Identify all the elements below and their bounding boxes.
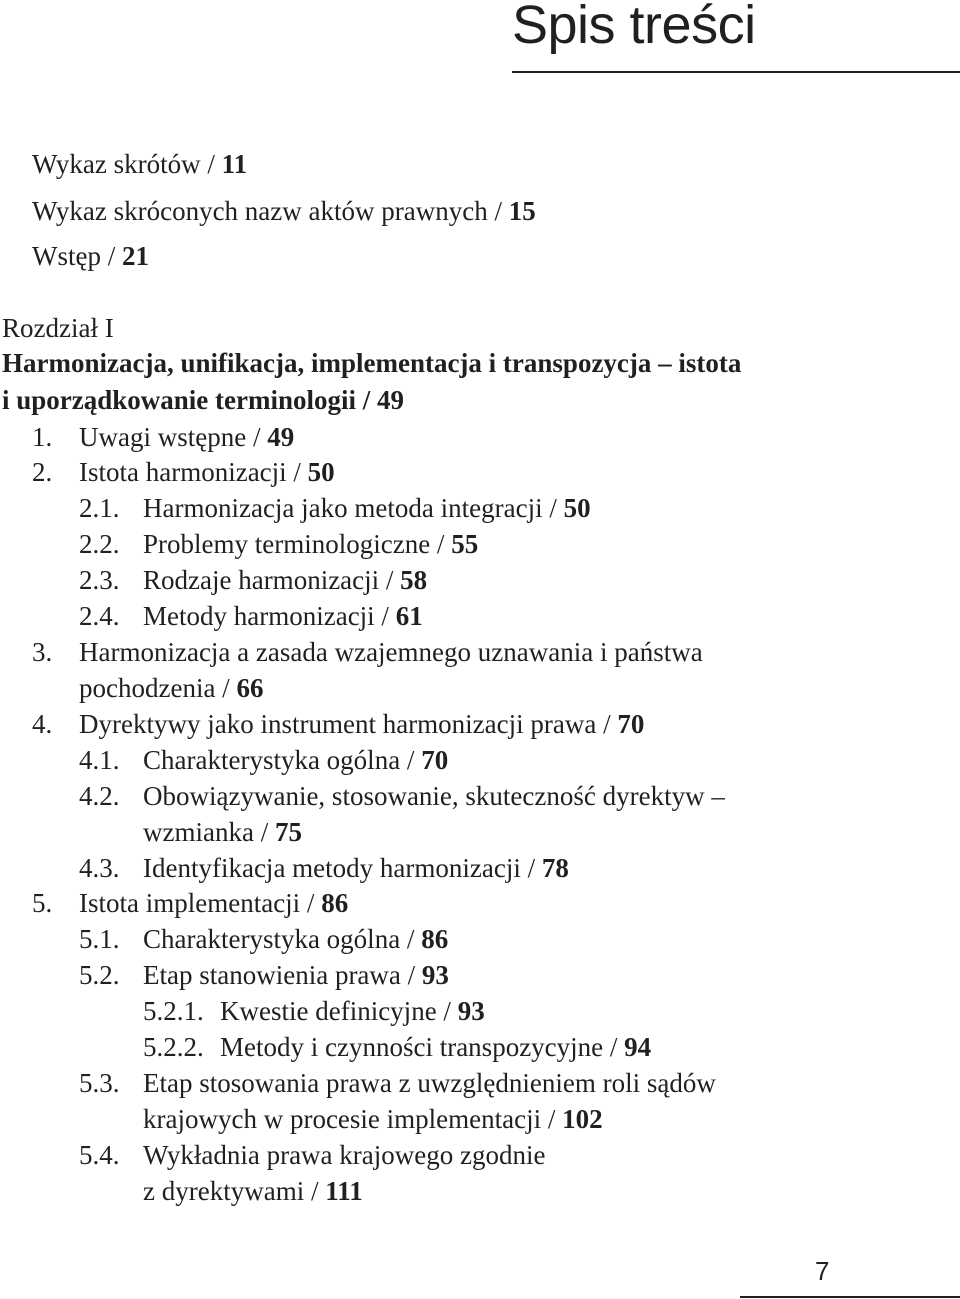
toc-entry-4-2-cont[interactable] [143,816,302,848]
toc-entry-2-4[interactable] [79,600,423,632]
toc-entry-number: 2.2. [79,529,120,559]
toc-entry-text: Wykaz skrótów / [32,149,222,179]
toc-entry-text: Harmonizacja jako metoda integracji / 50 [143,493,591,523]
toc-entry-number: 1. [32,422,53,452]
toc-front-intro[interactable] [32,240,149,272]
toc-page-number: 86 [321,888,349,918]
toc-entry-number: 2.1. [79,493,120,523]
toc-page-number: 49 [267,422,295,452]
toc-entry-number: 5.2. [79,960,120,990]
toc-entry-text: Uwagi wstępne / 49 [79,422,295,452]
toc-page-number: 86 [421,924,449,954]
toc-entry-number: 3. [32,637,53,667]
toc-entry-text: Charakterystyka ogólna / 70 [143,745,449,775]
toc-entry-5-2-1[interactable] [143,995,485,1027]
toc-entry-text: Metody harmonizacji / 61 [143,601,423,631]
chapter-title-line1[interactable]: Harmonizacja, unifikacja, implementacja i transpozycja – istota [2,348,742,378]
toc-page-number: 102 [562,1104,603,1134]
toc-entry-number: 4.1. [79,745,120,775]
toc-page-number: 58 [400,565,428,595]
toc-entry-text: Obowiązywanie, stosowanie, skuteczność dyrektyw – [143,781,725,811]
toc-entry-number: 4.2. [79,781,120,811]
toc-front-abbreviations[interactable] [32,148,247,180]
toc-entry-5-3-cont[interactable] [143,1103,603,1135]
toc-entry-text: Istota harmonizacji / 50 [79,457,335,487]
toc-entry-number: 5.1. [79,924,120,954]
toc-page-number: 11 [221,149,248,179]
toc-page-number: 61 [395,601,423,631]
toc-entry-number: 4. [32,709,53,739]
toc-page-number: 50 [307,457,335,487]
toc-entry-5-4-cont[interactable] [143,1175,363,1207]
toc-entry-number: 2.3. [79,565,120,595]
chapter-label: Rozdział I [2,313,114,343]
toc-entry-5-3[interactable] [79,1067,716,1099]
toc-entry-2-1[interactable] [79,492,591,524]
toc-entry-text: z dyrektywami / [143,1176,326,1206]
toc-page-number: 21 [121,241,149,271]
toc-entry-text: Problemy terminologiczne / 55 [143,529,479,559]
toc-page-number: 75 [274,817,302,847]
toc-entry-text: Dyrektywy jako instrument harmonizacji prawa / 70 [79,709,645,739]
toc-entry-text: Rodzaje harmonizacji / 58 [143,565,428,595]
toc-entry-number: 5.2.1. [143,996,204,1026]
page-number: 7 [815,1256,830,1286]
page-number-rule [740,1296,960,1298]
toc-entry-5-4[interactable] [79,1139,546,1171]
toc-entry-4-1[interactable] [79,744,449,776]
toc-entry-3-cont[interactable] [79,672,263,704]
toc-entry-number: 2.4. [79,601,120,631]
toc-entry-2[interactable] [32,456,335,488]
toc-page-number: 70 [421,745,449,775]
toc-entry-text: Etap stosowania prawa z uwzględnieniem roli sądów [143,1068,716,1098]
toc-page-number: 78 [541,853,569,883]
toc-entry-text: wzmianka / [143,817,275,847]
toc-entry-5[interactable] [32,887,349,919]
toc-page-number: 70 [617,709,645,739]
toc-page-number: 93 [421,960,449,990]
toc-entry-number: 5.3. [79,1068,120,1098]
toc-entry-number: 5.2.2. [143,1032,204,1062]
toc-entry-1[interactable] [32,421,295,453]
toc-entry-4-2[interactable] [79,780,725,812]
toc-page-number: 66 [236,673,264,703]
toc-page-number: 50 [563,493,591,523]
page-title: Spis treści [512,0,756,55]
toc-page-number: 55 [451,529,479,559]
toc-entry-4[interactable] [32,708,645,740]
toc-entry-text: krajowych w procesie implementacji / [143,1104,563,1134]
toc-entry-text: Etap stanowienia prawa / 93 [143,960,449,990]
toc-entry-5-1[interactable] [79,923,449,955]
toc-entry-text: Kwestie definicyjne / 93 [220,996,485,1026]
toc-entry-number: 2. [32,457,53,487]
toc-entry-5-2[interactable] [79,959,449,991]
toc-entry-number: 4.3. [79,853,120,883]
toc-page-number: 111 [325,1176,363,1206]
toc-entry-number: 5.4. [79,1140,120,1170]
toc-entry-text: Wykaz skróconych nazw aktów prawnych / [32,196,509,226]
toc-entry-text: Wstęp / [32,241,122,271]
toc-entry-text: Charakterystyka ogólna / 86 [143,924,449,954]
toc-entry-text: Harmonizacja a zasada wzajemnego uznawania i państwa [79,637,703,667]
toc-entry-5-2-2[interactable] [143,1031,652,1063]
toc-entry-4-3[interactable] [79,852,569,884]
toc-entry-text: Wykładnia prawa krajowego zgodnie [143,1140,546,1170]
title-rule [512,71,960,73]
toc-front-acts[interactable] [32,195,536,227]
toc-entry-text: Istota implementacji / 86 [79,888,349,918]
toc-entry-number: 5. [32,888,53,918]
toc-page-number: 94 [624,1032,652,1062]
toc-entry-text: Metody i czynności transpozycyjne / 94 [220,1032,652,1062]
toc-entry-2-2[interactable] [79,528,479,560]
toc-page-number: 15 [508,196,536,226]
toc-entry-text: pochodzenia / [79,673,237,703]
toc-page-number: 93 [457,996,485,1026]
toc-entry-3[interactable] [32,636,703,668]
toc-entry-2-3[interactable] [79,564,428,596]
chapter-title-line2[interactable]: i uporządkowanie terminologii / 49 [2,385,405,415]
toc-entry-text: Identyfikacja metody harmonizacji / 78 [143,853,569,883]
